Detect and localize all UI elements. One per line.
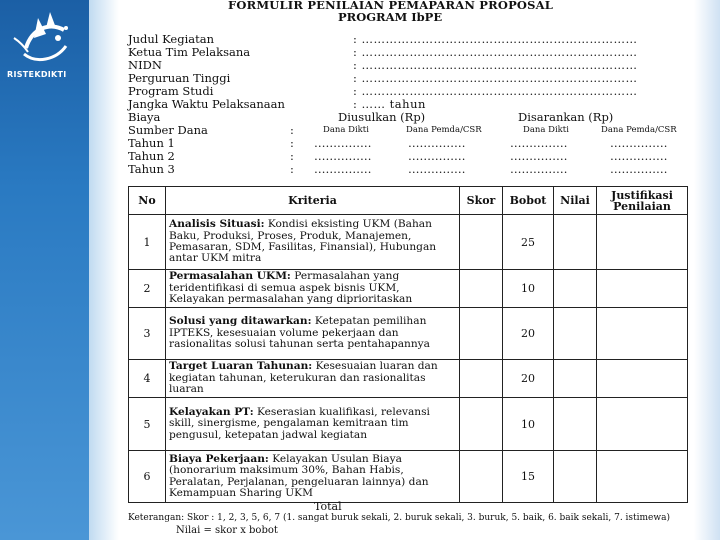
row-kriteria xyxy=(166,308,460,360)
row-no: 6 xyxy=(129,451,166,503)
score-cell[interactable] xyxy=(460,215,503,270)
score-legend-note: Keterangan: Skor : 1, 2, 3, 5, 6, 7 (1. sangat buruk sekali, 2. buruk sekali, 3. buruk, 5. baik, 6. baik sekali, 7. istimewa) xyxy=(128,513,670,523)
header-bobot: Bobot xyxy=(503,187,554,215)
colon: : xyxy=(290,123,294,137)
colon: : xyxy=(290,136,294,150)
field-label: Program Studi xyxy=(128,84,214,98)
row-kriteria xyxy=(166,215,460,270)
field-label: Jangka Waktu Pelaksanaan xyxy=(128,97,285,111)
field-value[interactable]: : …………………………………………………………… xyxy=(353,32,638,46)
sidebar-band xyxy=(0,0,89,540)
criterion-text: Permasalahan yang teridentifikasi di semua aspek bisnis UKM, Kelayakan permasalahan yang diprioritaskan xyxy=(169,270,413,306)
form-subtitle: PROGRAM IbPE xyxy=(338,10,443,24)
nilai-cell[interactable] xyxy=(554,360,597,398)
nilai-formula: Nilai = skor x bobot xyxy=(176,525,278,536)
score-cell[interactable] xyxy=(460,308,503,360)
amount-cell[interactable]: …………… xyxy=(314,136,372,150)
field-value[interactable]: : …………………………………………………………… xyxy=(353,84,638,98)
criterion-text: Kesesuaian luaran dan kegiatan tahunan, keterukuran dan rasionalitas luaran xyxy=(169,360,438,396)
row-bobot: 10 xyxy=(503,398,554,451)
row-bobot: 15 xyxy=(503,451,554,503)
disarankan-header: Disarankan (Rp) xyxy=(518,110,614,124)
col-dana-dikti-2: Dana Dikti xyxy=(523,125,569,135)
logo-emblem-icon xyxy=(6,8,82,74)
amount-cell[interactable]: …………… xyxy=(314,162,372,176)
table-row xyxy=(129,360,688,398)
year-2-label: Tahun 2 xyxy=(128,149,175,163)
amount-cell[interactable]: …………… xyxy=(408,149,466,163)
criterion-heading: Target Luaran Tahunan: xyxy=(169,360,313,373)
row-bobot: 25 xyxy=(503,215,554,270)
score-cell[interactable] xyxy=(460,360,503,398)
row-no: 3 xyxy=(129,308,166,360)
amount-cell[interactable]: …………… xyxy=(510,149,568,163)
row-no: 4 xyxy=(129,360,166,398)
criterion-text: Kondisi eksisting UKM (Bahan Baku, Produksi, Proses, Produk, Manajemen, Pemasaran, SDM, Fasilitas, Finansial), Hubungan antar UKM mitra xyxy=(169,218,437,265)
sidebar-fade xyxy=(89,0,119,540)
score-cell[interactable] xyxy=(460,270,503,308)
table-row xyxy=(129,215,688,270)
nilai-cell[interactable] xyxy=(554,270,597,308)
field-label: Judul Kegiatan xyxy=(128,32,214,46)
header-skor: Skor xyxy=(460,187,503,215)
score-cell[interactable] xyxy=(460,398,503,451)
row-no: 2 xyxy=(129,270,166,308)
criterion-heading: Kelayakan PT: xyxy=(169,405,254,418)
row-no: 5 xyxy=(129,398,166,451)
table-row xyxy=(129,270,688,308)
total-label: Total xyxy=(314,500,342,513)
justification-cell[interactable] xyxy=(597,360,688,398)
header-justifikasi: Justifikasi Penilaian xyxy=(597,187,688,215)
row-bobot: 20 xyxy=(503,308,554,360)
row-bobot: 10 xyxy=(503,270,554,308)
col-dana-pemda-2: Dana Pemda/CSR xyxy=(601,125,677,135)
amount-cell[interactable]: …………… xyxy=(510,162,568,176)
header-kriteria: Kriteria xyxy=(166,187,460,215)
amount-cell[interactable]: …………… xyxy=(510,136,568,150)
nilai-cell[interactable] xyxy=(554,308,597,360)
header-no: No xyxy=(129,187,166,215)
amount-cell[interactable]: …………… xyxy=(610,162,668,176)
nilai-cell[interactable] xyxy=(554,215,597,270)
year-1-label: Tahun 1 xyxy=(128,136,175,150)
score-cell[interactable] xyxy=(460,451,503,503)
colon: : xyxy=(290,162,294,176)
criterion-heading: Permasalahan UKM: xyxy=(169,270,291,283)
field-value[interactable]: : …………………………………………………………… xyxy=(353,71,638,85)
field-label: NIDN xyxy=(128,58,162,72)
nilai-cell[interactable] xyxy=(554,398,597,451)
sumber-dana-label: Sumber Dana xyxy=(128,123,208,137)
row-kriteria xyxy=(166,270,460,308)
criterion-heading: Analisis Situasi: xyxy=(169,218,265,231)
header-nilai: Nilai xyxy=(554,187,597,215)
criterion-heading: Biaya Pekerjaan: xyxy=(169,452,269,465)
row-kriteria xyxy=(166,360,460,398)
table-header-row xyxy=(129,187,688,215)
amount-cell[interactable]: …………… xyxy=(610,149,668,163)
form-title: FORMULIR PENILAIAN PEMAPARAN PROPOSAL xyxy=(228,0,554,12)
field-value[interactable]: : …………………………………………………………… xyxy=(353,58,638,72)
row-bobot: 20 xyxy=(503,360,554,398)
amount-cell[interactable]: …………… xyxy=(408,162,466,176)
assessment-form xyxy=(118,0,698,540)
col-dana-pemda-1: Dana Pemda/CSR xyxy=(406,125,482,135)
biaya-label: Biaya xyxy=(128,110,161,124)
table-row xyxy=(129,451,688,503)
justification-cell[interactable] xyxy=(597,398,688,451)
justification-cell[interactable] xyxy=(597,270,688,308)
table-row xyxy=(129,398,688,451)
criterion-text: Ketepatan pemilihan IPTEKS, kesesuaian volume pekerjaan dan rasionalitas solusi tahunan serta pentahapannya xyxy=(169,315,430,351)
logo-wordmark: RISTEKDIKTI xyxy=(7,70,67,79)
year-3-label: Tahun 3 xyxy=(128,162,175,176)
table-row xyxy=(129,308,688,360)
amount-cell[interactable]: …………… xyxy=(610,136,668,150)
field-value[interactable]: : …………………………………………………………… xyxy=(353,45,638,59)
nilai-cell[interactable] xyxy=(554,451,597,503)
justification-cell[interactable] xyxy=(597,215,688,270)
criterion-text: Keserasian kualifikasi, relevansi skill, sinergisme, pengalaman kemitraan tim pengusul, ketepatan jadwal kegiatan xyxy=(169,405,430,441)
row-no: 1 xyxy=(129,215,166,270)
row-kriteria xyxy=(166,451,460,503)
justification-cell[interactable] xyxy=(597,451,688,503)
diusulkan-header: Diusulkan (Rp) xyxy=(338,110,426,124)
justification-cell[interactable] xyxy=(597,308,688,360)
criterion-heading: Solusi yang ditawarkan: xyxy=(169,315,312,328)
amount-cell[interactable]: …………… xyxy=(408,136,466,150)
field-label: Ketua Tim Pelaksana xyxy=(128,45,251,59)
amount-cell[interactable]: …………… xyxy=(314,149,372,163)
field-label: Perguruan Tinggi xyxy=(128,71,231,85)
criterion-text: Kelayakan Usulan Biaya (honorarium maksimum 30%, Bahan Habis, Peralatan, Perjalanan, pengeluaran lainnya) dan Kemampuan Sharing UKM xyxy=(169,452,429,499)
col-dana-dikti-1: Dana Dikti xyxy=(323,125,369,135)
colon: : xyxy=(290,149,294,163)
row-kriteria xyxy=(166,398,460,451)
criteria-table xyxy=(128,186,688,503)
field-value[interactable]: : …… tahun xyxy=(353,97,426,111)
